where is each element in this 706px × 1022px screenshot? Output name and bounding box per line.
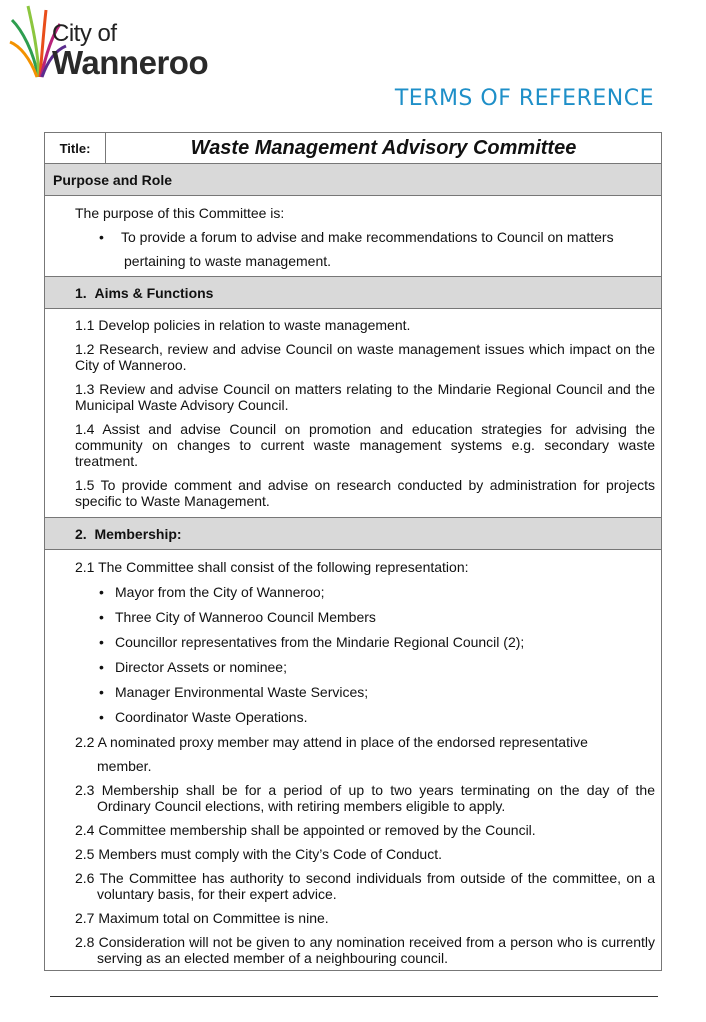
- membership-heading-row: [45, 518, 662, 550]
- membership-intro: 2.1 The Committee shall consist of the following representation:: [75, 559, 469, 575]
- member-item: • Three City of Wanneroo Council Members: [75, 609, 655, 625]
- aims-item: 1.5 To provide comment and advise on research conducted by administration for projects specific to Waste Management.: [75, 477, 655, 509]
- member-item: • Coordinator Waste Operations.: [75, 709, 655, 725]
- aims-item: 1.3 Review and advise Council on matters relating to the Mindarie Regional Council and the Municipal Waste Advisory Council.: [75, 381, 655, 413]
- document-type-heading: TERMS OF REFERENCE: [394, 86, 654, 111]
- aims-heading: 1. Aims & Functions: [75, 284, 214, 301]
- purpose-bullet: [75, 229, 655, 245]
- aims-item: 1.1 Develop policies in relation to waste management.: [75, 317, 411, 333]
- aims-body-row: [45, 309, 662, 518]
- title-row: [45, 133, 662, 164]
- membership-item: 2.7 Maximum total on Committee is nine.: [75, 910, 329, 926]
- logo-line-1: City of: [52, 20, 117, 47]
- membership-item: 2.6 The Committee has authority to second individuals from outside of the committee, on a voluntary basis, for their expert advice.: [75, 870, 655, 902]
- member-item: • Councillor representatives from the Mindarie Regional Council (2);: [75, 634, 655, 650]
- purpose-bullet-line1: To provide a forum to advise and make recommendations to Council on matters: [121, 229, 614, 245]
- committee-title: Waste Management Advisory Committee: [106, 133, 662, 164]
- membership-item: 2.8 Consideration will not be given to any nomination received from a person who is currently serving as an elected member of a neighbouring council.: [75, 934, 655, 966]
- purpose-bullet-line2: pertaining to waste management.: [124, 253, 332, 269]
- membership-item: 2.4 Committee membership shall be appointed or removed by the Council.: [75, 822, 536, 838]
- membership-heading: 2. Membership:: [75, 525, 182, 542]
- purpose-heading: Purpose and Role: [53, 171, 173, 188]
- member-item: • Director Assets or nominee;: [75, 659, 655, 675]
- footer-rule: [50, 996, 658, 997]
- membership-item: 2.5 Members must comply with the City’s Code of Conduct.: [75, 846, 443, 862]
- aims-item: 1.2 Research, review and advise Council on waste management issues which impact on the City of Wanneroo.: [75, 341, 655, 373]
- membership-body-row: [45, 550, 662, 971]
- member-list: [75, 584, 655, 725]
- logo-line-2: Wanneroo: [52, 44, 209, 81]
- membership-item: 2.3 Membership shall be for a period of up to two years terminating on the day of the Ordinary Council elections, with retiring members eligible to apply.: [75, 782, 655, 814]
- member-item: • Mayor from the City of Wanneroo;: [75, 584, 655, 600]
- aims-item: 1.4 Assist and advise Council on promotion and education strategies for advising the community on changes to current waste management systems e.g. secondary waste treatment.: [75, 421, 655, 469]
- aims-heading-row: [45, 277, 662, 309]
- membership-item-2-2-line1: 2.2 A nominated proxy member may attend in place of the endorsed representative: [75, 734, 588, 750]
- purpose-body-row: [45, 196, 662, 277]
- terms-table: [44, 132, 662, 971]
- purpose-heading-row: [45, 164, 662, 196]
- membership-item-2-2-line2: member.: [97, 758, 152, 774]
- title-label: Title:: [45, 133, 106, 164]
- member-item: • Manager Environmental Waste Services;: [75, 684, 655, 700]
- city-logo: [8, 2, 228, 82]
- purpose-bullets: [75, 229, 655, 245]
- purpose-intro: The purpose of this Committee is:: [75, 205, 285, 221]
